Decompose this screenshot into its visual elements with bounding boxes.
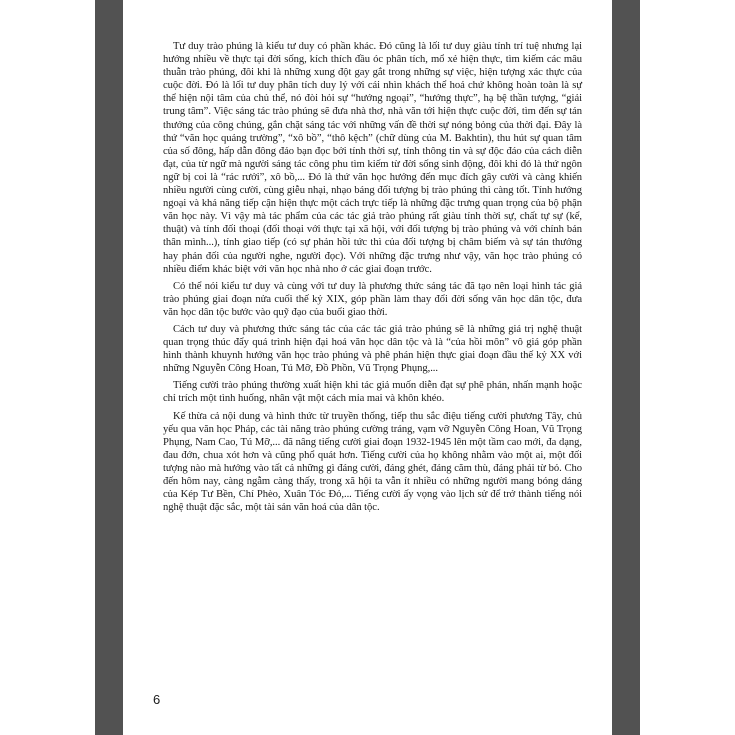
viewer-background-left: [95, 0, 123, 735]
paragraph-4: Tiếng cười trào phúng thường xuất hiện khi tác giả muốn diễn đạt sự phê phán, nhấn mạnh hoặc chỉ trích một tình huống, nhân vật một cách mỉa mai và khôn khéo.: [163, 380, 582, 405]
document-page: [123, 0, 612, 735]
page-number: 6: [153, 692, 161, 707]
paragraph-1: Tư duy trào phúng là kiểu tư duy có phần khác. Đó cũng là lối tư duy giàu tính trí tuệ nhưng lại hướng nhiều về thực tại đời sống, kích thích đầu óc phân tích, mổ xẻ hiện thực, tìm kiếm các mâu thuẫn trào phúng, đôi khi là những xung đột gay gắt trong những sự việc, hiện tượng xác thực của cuộc đời. Đó là lối tư duy phân tích duy lý với cái nhìn khách thể hoá chứ không hoàn toàn là sự thể hiện nội tâm của chủ thể, nó đòi hỏi sự “hướng ngoại”, “hướng thực”, hạ bệ thần tượng, “giải trung tâm”. Việc sáng tác trào phúng sẽ đưa nhà thơ, nhà văn tới hiện thực cuộc đời, tìm đến sự tán thưởng của công chúng, gắn chặt sáng tác với những vấn đề thời sự nóng bỏng của thời đại. Đây là thứ “văn học quảng trường”, “xô bồ”, “thô kệch” (chữ dùng của M. Bakhtin), thu hút sự quan tâm của số đông, hấp dẫn đông đảo bạn đọc bởi tính thời sự, tính thông tin và sự độc đáo của cách diễn đạt, của từ ngữ mà người sáng tác công phu tìm kiếm từ đời sống sinh động, đôi khi đó là thứ ngôn ngữ bị coi là “rác rưởi”, xô bồ,... Đó là thứ văn học hướng đến mục đích gây cười và càng khiến nhiều người cùng cười, cùng giễu nhại, nhạo báng đối tượng bị trào phúng thì càng tốt. Tính hướng ngoại và khả năng tiếp cận hiện thực một cách trực tiếp là những đặc trưng quan trọng của bộ phận văn học này. Vì vậy mà tác phẩm của các tác giả trào phúng rất giàu tính thời sự, chất tự sự (kể, thuật) và tính đối thoại (đối thoại với thực tại xã hội, với đối tượng bị trào phúng và với chính bản thân mình...), tính giao tiếp (có sự phản hồi tức thì của đối tượng bị châm biếm và sự tán thưởng hay phản đối của người nghe, người đọc). Với những đặc trưng như vậy, văn học trào phúng có nhiều điểm khác biệt với văn học nhà nho ở các giai đoạn trước.: [163, 41, 582, 275]
viewer-background-right: [612, 0, 640, 735]
paragraph-2: Có thể nói kiểu tư duy và cùng với tư duy là phương thức sáng tác đã tạo nên loại hình tác giả trào phúng giai đoạn nửa cuối thế kỷ XIX, góp phần làm thay đổi đời sống văn học dân tộc, đưa văn học dân tộc bước vào quỹ đạo của buổi giao thời.: [163, 280, 582, 318]
paragraph-3: Cách tư duy và phương thức sáng tác của các tác giả trào phúng sẽ là những giá trị nghệ thuật quan trọng thúc đẩy quá trình hiện đại hoá văn học dân tộc và là “của hồi môn” vô giá góp phần hình thành khuynh hướng văn học trào phúng và phê phán hiện thực giai đoạn đầu thế kỷ XX với những Nguyễn Công Hoan, Tú Mỡ, Đồ Phồn, Vũ Trọng Phụng,...: [163, 323, 582, 375]
paragraph-5: Kế thừa cả nội dung và hình thức từ truyền thống, tiếp thu sắc điệu tiếng cười phương Tây, chủ yếu qua văn học Pháp, các tài năng trào phúng cường tráng, vạm vỡ Nguyễn Công Hoan, Vũ Trọng Phụng, Nam Cao, Tú Mỡ,... đã nâng tiếng cười giai đoạn 1932-1945 lên một tầm cao mới, đa dạng, đau đớn, chua xót hơn và cũng phổ quát hơn. Tiếng cười của họ không nhằm vào một ai, một đối tượng nào mà hướng vào tất cả những gì đáng cười, đáng ghét, đáng căm thù, đáng phải từ bỏ. Cho đến hôm nay, càng ngẫm càng thấy, trong xã hội ta vẫn ít nhiều có những người mang bóng dáng của Kép Tư Bền, Chí Phèo, Xuân Tóc Đỏ,... Tiếng cười ấy vọng vào lịch sử để trở thành tiếng nói nghệ thuật đặc sắc, một tài sản văn hoá của dân tộc.: [163, 410, 582, 514]
